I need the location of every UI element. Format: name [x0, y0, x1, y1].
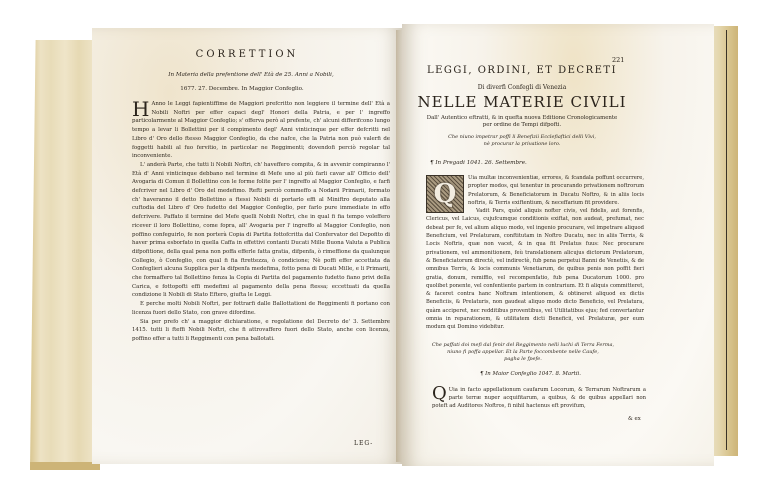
left-page: [92, 28, 402, 464]
right-page-title: LEGGI, ORDINI, ET DECRETI: [426, 65, 618, 76]
note-1-line-2: nè procurar la privatione loro.: [483, 141, 561, 147]
right-page-subtitle: Di diverfi Confegli di Venezia: [477, 84, 567, 91]
note-2-line-3: pagha le fpefe.: [504, 356, 542, 362]
note-2-line-2: niuno fi poffa appellar. Et la Parte foccombente nelle Caufe,: [447, 349, 599, 355]
book-left-page-edges: [30, 40, 100, 470]
ornamental-initial-letter: Q: [433, 178, 457, 209]
ornamental-initial-q: [426, 175, 464, 213]
paragraph: Anno le Leggi fapientiffime de Maggiori prefcritto non leggiere il termine dell' Età a Nobili Noftri per effer capaci degl' Honori della Patria, e per l' ingreffo particolarmente al Maggior Confeglio; s' offerva però al prefente, ch' alcuni differifcono lungo tempo a levar li Bollettini per il compimento degl' Anni vinticinque per effer defcritti nel Libro d' Oro dello ftesso Maggior Confeglio, da che nafce, che la Patria non può valerfi de foggetti habili al fuo fervitio, in particolar ne Reggimenti; dovendofi perciò regolar tal inconveniente.: [132, 101, 390, 160]
paragraph: E perche molti Nobili Noftri, per fottrarfi dalle Ballottationi de Reggimenti fi portano con licenza fuori dello Stato, con grave difordine.: [132, 301, 390, 316]
edition-line-1: Dall' Autentico eftratti, & in quefta nuova Editione Cronologicamente: [426, 115, 618, 121]
left-page-text-block: [132, 97, 390, 344]
date-1: ¶ In Pregadi 1041. 26. Settembre.: [430, 160, 527, 166]
left-page-date-line: 1677. 27. Decembre. In Maggior Confeglio.: [180, 86, 304, 92]
paragraph: L' anderà Parte, che tutti li Nobili Noftri, ch' haveffero compita, & in avvenir compiranno l' Età d' Anni vinticinque debbano nel termine di Mefe uno al più farli cavar all' Officio dell' Avogaria di Comun il Bollettino con le forme folite per l' ingreffo al Maggior Confeglio, e farfi defcriver nel Libro d' Oro del medefimo. Refti perciò commeffo a Nodarii Primarii, formato ch' haveranno il detto Bollettino a ftessi Nobili di portarlo effi al Miniftro deputato alla cuftodia del Libro d' Oro fudetto del Maggior Confeglio, per farlo pure immediate in effo defcrivere. Paffato il termine del Mefe quelli Nobili Noftri, che in qual fi fia tempo voleffero ricever il loro Bollettino, come fopra, all' Avogaria per l' ingreffo al Maggior Confeglio, non poffino confeguirlo, fe non porterà Copia di Partita fottofcritta dal Confervator del Depofito di haver prima esborfato in quella Caffa in effettivi contanti Ducati Mille Buona Valuta a Publica difpofitione, della qual pena non poffa efferle fatta gratia, difpenfa, ò rimeffione da qualunque Collegio, ò Confeglio, con qual fi fia ftrettezza, ò condicione; Nè poffi effer accettata da Confeglieri alcuna Supplica per la difpenfa medefima, fotto pena di Ducati Mille, e li Primarii, che formaffero tal Bollettino fenza la Copia di Partita del pagamento fudetto fiano privi della Carica, e fottopofti effi medefimi al pagamento della pena ftessa; eccettuati da quella condizione li Nobili di Stato Eftero, giufta le Leggi.: [132, 161, 390, 299]
paragraph: Vadit Pars, quòd aliquis nofter civis, vel fidelis, aut forenfis, Clericus, vel Laicus, cujufcumque conditionis exiftat, non audeat, prefumat, nec debeat per fe, vel alium aliquo modo, vel ingenio procurare, vel impetrare aliquod Beneficium, vel Prelaturam, conftitutam in Noftro Ducatu, nec in aliis Terris, & Locis Noftris, quæ non vacet, & in qua fit Prelatus fuus: Nec procurare privationem, vel ammonitionem, feù translationem alicujus dictorum Prelatorum, & Beneficiatorum directè, vel indirectè, fub pena perpetui Banni de Venetiis, & de omnibus Terris, & locis communis Venetiarum, de quibus penis non poffit fieri gratia, donum, remiffio, vel recompenfatio, fub pena Ducatorum 1000. pro quolibet ponente, vel confentiente partem in contrarium. Et fi aliquis committeret, & faceret contra hanc Noftram intentionem, & obtineret aliquod ex dictis Beneficiis, & Prelaturis, non gaudeat aliquo modo dicto Beneficio, vel Prelatura, quàm acciperet, nec redditibus proventibus, vel Utilitatibus ejus; fed convertantur omnia in reparationem, & utilitatem dicti Beneficii, vel Prelaturæ, per eum modum qui Domino videbitur.: [426, 208, 644, 331]
left-page-catchword: LEG-: [354, 440, 374, 447]
right-page-main-title: NELLE MATERIE CIVILI: [417, 93, 627, 111]
date-2: ¶ In Maior Confeglio 1047. 8. Martii.: [480, 371, 581, 377]
right-page-final-block: [432, 383, 646, 410]
edition-line-2: per ordine de Tempi difpofti.: [482, 122, 562, 128]
page-number: 221: [612, 56, 625, 64]
note-2-line-1: Che paffati doi mefi dal fenir del Reggimento nelli luchi di Terra Ferma,: [431, 342, 615, 348]
right-page: [402, 24, 714, 466]
paragraph: Uia multæ inconvenientiæ, errores, & fcandala poffunt occurrere, propter modos, qui tenentur in procurando privationem noftrorum Prelatorum, & Beneficiatorum in Ducatu Noftro, & in aliis locis noftris, & Terris exiftentium, & neceffarium fit providere.: [468, 175, 644, 206]
left-page-subheading: In Materia della prefentione dell' Età de 25. Anni a Nobili,: [168, 72, 334, 78]
paragraph: Uia in facto appellationum caufarum Locorum, & Terrarum Noftrarum a parte terræ nuper acquifitarum, a quibus, & de quibus appellari non poteft ad Auditores Noftros, fi nihil hactenus eft provifum,: [432, 387, 646, 409]
right-page-catchword: & ex: [628, 416, 641, 422]
right-page-text-block: [426, 174, 644, 332]
left-page-heading: CORRETTION: [195, 49, 299, 60]
dropcap-h: H: [132, 97, 150, 121]
dropcap-q: Q: [432, 383, 447, 404]
paragraph: Sia per prefo ch' a maggior dichiaratione, e regolatione del Decreto de' 3. Settembre 1415. tutti li fteffi Nobili Noftri, che fi attrovaffero fuori dello Stato, anche con licenza, poffino effer a tutti li Reggimenti con pena ballotati.: [132, 318, 390, 342]
binding-line: [726, 30, 727, 450]
note-1-line-1: Che niuno impetrar poffi li Benefizii Ecclefiaftici delli Vivi,: [448, 134, 596, 140]
